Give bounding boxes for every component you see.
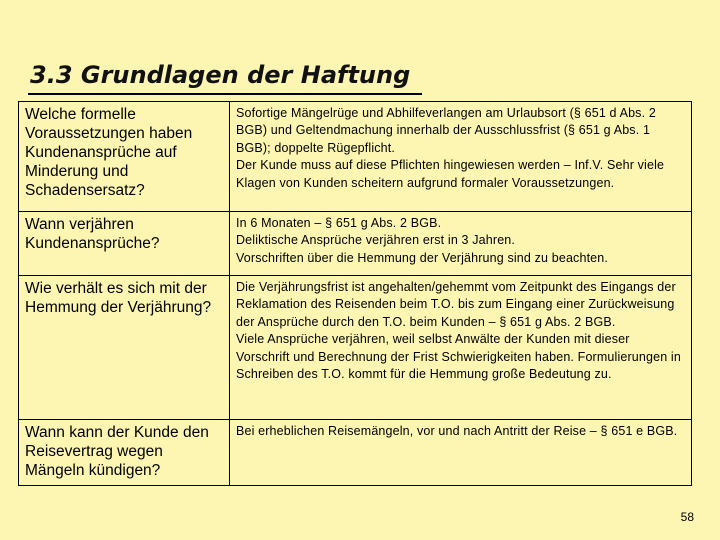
- answer-line: Deliktische Ansprüche verjähren erst in 3 Jahren.: [236, 233, 516, 248]
- table-row: [19, 212, 692, 276]
- slide-title: 3.3 Grundlagen der Haftung: [30, 61, 411, 89]
- answer-line: Der Kunde muss auf diese Pflichten hingewiesen werden – Inf.V. Sehr viele Klagen von Kunden scheitern aufgrund formaler Voraussetzungen.: [236, 158, 665, 190]
- answer-cell: [230, 276, 692, 420]
- answer-line: Vorschriften über die Hemmung der Verjährung sind zu beachten.: [236, 250, 609, 265]
- answer-line: Sofortige Mängelrüge und Abhilfeverlangen am Urlaubsort (§ 651 d Abs. 2 BGB) und Geltendmachung innerhalb der Ausschlussfrist (§ 651 g Abs. 1 BGB); doppelte Rügepflicht.: [236, 106, 656, 155]
- qa-table: [18, 101, 692, 486]
- question-cell: Wie verhält es sich mit der Hemmung der Verjährung?: [19, 276, 230, 420]
- table-row: [19, 102, 692, 212]
- question-cell: Wann verjähren Kundenansprüche?: [19, 212, 230, 276]
- answer-line: Viele Ansprüche verjähren, weil selbst Anwälte der Kunden mit dieser Vorschrift und Berechnung der Frist Schwierigkeiten haben. Formulierungen in Schreiben des T.O. kommt für die Hemmung große Bedeutung zu.: [236, 332, 681, 382]
- answer-cell: [230, 420, 692, 486]
- answer-line: In 6 Monaten – § 651 g Abs. 2 BGB.: [236, 216, 442, 230]
- page-number: 58: [680, 510, 694, 524]
- title-underline: [28, 93, 422, 95]
- answer-cell: [230, 102, 692, 212]
- answer-line: Bei erheblichen Reisemängeln, vor und nach Antritt der Reise – § 651 e BGB.: [236, 424, 678, 438]
- table-row: [19, 420, 692, 486]
- table-row: [19, 276, 692, 420]
- answer-cell: [230, 212, 692, 276]
- answer-line: Die Verjährungsfrist ist angehalten/gehemmt vom Zeitpunkt des Eingangs der Reklamation des Reisenden beim T.O. bis zum Eingang einer Zurückweisung der Ansprüche durch den T.O. beim Kunden – § 651 g Abs. 2 BGB.: [236, 280, 676, 329]
- question-cell: Welche formelle Voraussetzungen haben Kundenansprüche auf Minderung und Schadensersatz?: [19, 102, 230, 212]
- question-cell: Wann kann der Kunde den Reisevertrag wegen Mängeln kündigen?: [19, 420, 230, 486]
